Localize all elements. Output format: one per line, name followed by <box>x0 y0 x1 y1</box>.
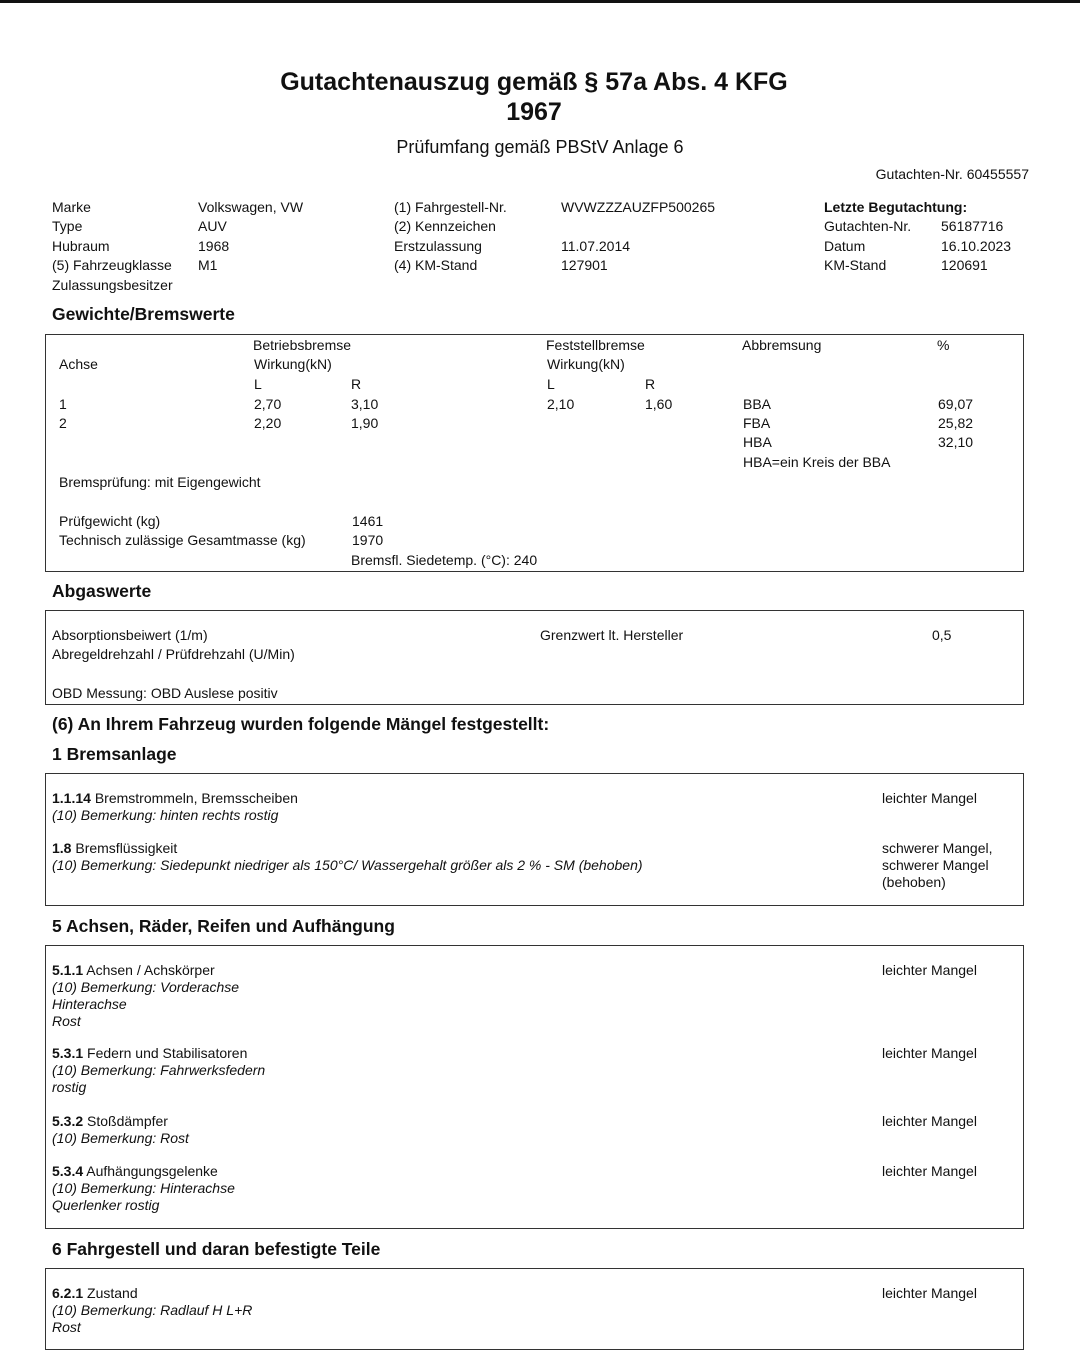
parking-left-header: L <box>547 376 555 392</box>
defect-remark: (10) Bemerkung: Vorderachse <box>52 979 240 995</box>
label-last-date: Datum <box>824 238 866 254</box>
defect-severity: leichter Mangel <box>882 962 977 978</box>
label-make: Marke <box>52 199 91 215</box>
severity-line: (behoben) <box>882 874 946 890</box>
defect-severity: leichter Mangel <box>882 1113 977 1129</box>
service-right-header: R <box>351 376 362 392</box>
defect-remark: Querlenker rostig <box>52 1197 160 1213</box>
rpm-label: Abregeldrehzahl / Prüfdrehzahl (U/Min) <box>52 646 295 662</box>
top-border <box>0 0 1080 3</box>
defect-remark: rostig <box>52 1079 87 1095</box>
defect-remark: Hinterachse <box>52 996 127 1012</box>
defect-item <box>52 1163 235 1214</box>
defect-name: Aufhängungsgelenke <box>83 1163 218 1179</box>
severity-line: schwerer Mangel <box>882 857 989 873</box>
defect-severity: leichter Mangel <box>882 790 977 806</box>
defect-code: 5.3.2 <box>52 1113 84 1129</box>
defect-remark: (10) Bemerkung: Hinterachse <box>52 1180 235 1196</box>
axle-1: 1 <box>59 396 67 412</box>
defect-remark: (10) Bemerkung: Fahrwerksfedern <box>52 1062 266 1078</box>
defect-remark: Rost <box>52 1013 81 1029</box>
defect-name: Stoßdämpfer <box>83 1113 168 1129</box>
percent-header: % <box>937 337 950 353</box>
limit-value: 0,5 <box>932 627 952 643</box>
parking-right-header: R <box>645 376 656 392</box>
label-vehicle-class: (5) Fahrzeugklasse <box>52 257 172 273</box>
defect-item <box>52 1113 189 1147</box>
label-last-mileage: KM-Stand <box>824 257 887 273</box>
rate-bba-label: BBA <box>743 396 772 412</box>
document-title: Gutachtenauszug gemäß § 57a Abs. 4 KFG <box>280 68 788 96</box>
service-brake-header: Betriebsbremse <box>253 337 352 353</box>
document-subtitle: Prüfumfang gemäß PBStV Anlage 6 <box>396 137 684 157</box>
defect-severity: leichter Mangel <box>882 1045 977 1061</box>
test-weight-value: 1461 <box>352 513 384 529</box>
braking-header: Abbremsung <box>742 337 822 353</box>
defect-severity: leichter Mangel <box>882 1163 977 1179</box>
defect-item <box>52 1045 265 1096</box>
defect-remark: Rost <box>52 1319 81 1335</box>
hba-note: HBA=ein Kreis der BBA <box>743 454 891 470</box>
severity-line: schwerer Mangel, <box>882 840 993 856</box>
axle-1-parking-right: 1,60 <box>645 396 673 412</box>
defect-item <box>52 790 298 824</box>
defect-code: 1.1.14 <box>52 790 91 806</box>
value-last-mileage: 120691 <box>941 257 988 273</box>
defect-item <box>52 840 643 874</box>
weights-heading: Gewichte/Bremswerte <box>52 304 235 324</box>
label-type: Type <box>52 218 83 234</box>
axle-2-service-right: 1,90 <box>351 415 379 431</box>
brake-fluid-boiling: Bremsfl. Siedetemp. (°C): 240 <box>351 552 538 568</box>
section-title-brakes: 1 Bremsanlage <box>52 744 177 764</box>
brake-test-note: Bremsprüfung: mit Eigengewicht <box>59 474 261 490</box>
label-first-registration: Erstzulassung <box>394 238 482 254</box>
defect-code: 5.3.1 <box>52 1045 84 1061</box>
section-title-chassis: 6 Fahrgestell und daran befestigte Teile <box>52 1239 381 1259</box>
defect-name: Bremsflüssigkeit <box>71 840 178 856</box>
defect-remark: (10) Bemerkung: hinten rechts rostig <box>52 807 279 823</box>
gross-mass-label: Technisch zulässige Gesamtmasse (kg) <box>59 532 306 548</box>
value-vin: WVWZZZAUZFP500265 <box>561 199 716 215</box>
label-mileage: (4) KM-Stand <box>394 257 478 273</box>
last-inspection-heading: Letzte Begutachtung: <box>824 199 968 215</box>
axle-1-service-left: 2,70 <box>254 396 282 412</box>
rate-fba-value: 25,82 <box>938 415 974 431</box>
axle-1-service-right: 3,10 <box>351 396 379 412</box>
defect-code: 5.3.4 <box>52 1163 84 1179</box>
absorption-label: Absorptionsbeiwert (1/m) <box>52 627 208 643</box>
service-left-header: L <box>254 376 262 392</box>
defect-code: 5.1.1 <box>52 962 84 978</box>
defect-name: Bremstrommeln, Bremsscheiben <box>90 790 298 806</box>
rate-hba-value: 32,10 <box>938 434 974 450</box>
report-number: Gutachten-Nr. 60455557 <box>875 166 1029 182</box>
gross-mass-value: 1970 <box>352 532 384 548</box>
defect-name: Federn und Stabilisatoren <box>83 1045 248 1061</box>
axle-1-parking-left: 2,10 <box>547 396 575 412</box>
label-plate: (2) Kennzeichen <box>394 218 496 234</box>
test-weight-label: Prüfgewicht (kg) <box>59 513 161 529</box>
defect-remark: (10) Bemerkung: Siedepunkt niedriger als 150°C/ Wassergehalt größer als 2 % - SM (behoben) <box>52 857 643 873</box>
value-make: Volkswagen, VW <box>198 199 304 215</box>
defect-remark: (10) Bemerkung: Radlauf H L+R <box>52 1302 253 1318</box>
defect-name: Achsen / Achskörper <box>83 962 215 978</box>
value-type: AUV <box>198 218 227 234</box>
defects-heading: (6) An Ihrem Fahrzeug wurden folgende Mängel festgestellt: <box>52 714 550 734</box>
axle-header: Achse <box>59 356 98 372</box>
rate-hba-label: HBA <box>743 434 772 450</box>
label-last-report-no: Gutachten-Nr. <box>824 218 912 234</box>
defect-item <box>52 1285 252 1336</box>
parking-effect-header: Wirkung(kN) <box>547 356 625 372</box>
service-effect-header: Wirkung(kN) <box>254 356 332 372</box>
defect-item <box>52 962 239 1030</box>
axle-2: 2 <box>59 415 67 431</box>
value-last-report-no: 56187716 <box>941 218 1004 234</box>
rate-fba-label: FBA <box>743 415 771 431</box>
document-title-year: 1967 <box>506 98 562 126</box>
defect-severity: leichter Mangel <box>882 1285 977 1301</box>
obd-result: OBD Messung: OBD Auslese positiv <box>52 685 278 701</box>
value-last-date: 16.10.2023 <box>941 238 1012 254</box>
defect-code: 1.8 <box>52 840 72 856</box>
value-vehicle-class: M1 <box>198 257 218 273</box>
defect-remark: (10) Bemerkung: Rost <box>52 1130 189 1146</box>
defect-name: Zustand <box>83 1285 138 1301</box>
label-displacement: Hubraum <box>52 238 110 254</box>
value-mileage: 127901 <box>561 257 608 273</box>
label-owner: Zulassungsbesitzer <box>52 277 173 293</box>
defect-severity <box>882 840 993 891</box>
exhaust-heading: Abgaswerte <box>52 581 152 601</box>
rate-bba-value: 69,07 <box>938 396 974 412</box>
section-title-axles: 5 Achsen, Räder, Reifen und Aufhängung <box>52 916 395 936</box>
label-vin: (1) Fahrgestell-Nr. <box>394 199 507 215</box>
defect-code: 6.2.1 <box>52 1285 84 1301</box>
axle-2-service-left: 2,20 <box>254 415 282 431</box>
limit-label: Grenzwert lt. Hersteller <box>540 627 684 643</box>
parking-brake-header: Feststellbremse <box>546 337 645 353</box>
value-first-registration: 11.07.2014 <box>561 238 631 254</box>
value-displacement: 1968 <box>198 238 230 254</box>
